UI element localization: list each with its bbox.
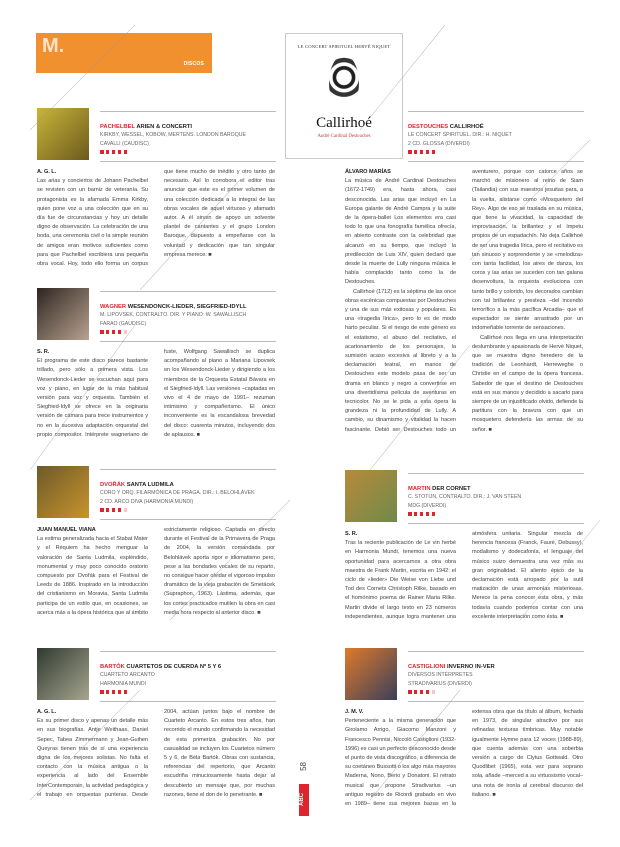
star-icon [100, 690, 104, 694]
review-header [100, 111, 276, 162]
label: FARAO (GAUDISC) [100, 320, 147, 327]
review-paragraph: Callirhoé (1712) es la séptima de las once obras escénicas compuestas por Destouches y una de sus más exitosas y populares. Es una «tragedia lírica», pero lo es de modo harto peculiar. Si el riesgo de este género es el estatismo, el abuso del recitativo, el acartonamiento de los personajes, la sumisión acaso excesiva al libreto y a la declamación teatral, en manos de Destouches este modelo pasa de ser un drama en blanco y negro a convertirse en una divertidísima película de aventuras en tecnicolor. No se le pida a esta ópera la grandeza ni la profundidad de Lully. A cambio, su dinamismo y vitalidad la hacen fascinante. Debió ser Destouches todo un aventurero, porque con catorce años se marchó de misionero al reino de Siam (Tailandia) con sus maestros jesuitas para, a la vuelta, alistarse como «Mosquetero del Rey». Algo de eso se traslada en su música, que tiene la vivacidad, la capacidad de improvisación, la brillantez y el ímpetu propios de un espadachín. No deja Callirhoé de ser una tragedia lírica, pero el recitativo es tan sinuoso y sorprendente y se «melodiza» con tanta facilidad, los aires de danza, los coros y las arias se suceden con tan galana desenvoltura, la orquesta evoluciona con tanto brillo y colorido, los decorados cambian con tal brillantez y presteza –del incendio terrorífico a la más pacífica Arcadia– que el espectador se siente arrastrado por un indomeñable torrente de sensaciones. [345, 169, 583, 433]
review-author: A. G. L. [37, 709, 57, 715]
work-title: ARIEN & CONCERTI [136, 124, 193, 130]
review-author: ÁLVARO MARÍAS [345, 169, 391, 175]
album-cover [37, 108, 89, 160]
rating-stars [100, 690, 276, 694]
review-paragraph: Las arias y conciertos de Johann Pachelbel se revisten con un barniz de veteranía. Su protagonista es la afamada Emma Kirkby, quien pone voz a una colección que en su día fue de circunstancias y hoy un detalle digno de observación. La celebración de una boda, una ceremonia civil o la simple reunión de amigos eran motivos suficientes como para que Pachelbel escribiera una pequeña obra vocal. Hoy, todo ello forma un corpus que tiene mucho de inédito y otro tanto de necesario. Así lo corrobora el editor tras anunciar que este es el primer volumen de una colección dedicada a la integral de las obras vocales de aquel virtuoso y afamado autor. A él sirven de apoyo un solvente plantel de cantantes y el grupo London Baroque, dispuesto a empeñarse con la voluntad y dedicación que tan singular empresa merece. ■ [37, 169, 275, 268]
performers: CORO Y ORQ. FILARMÓNICA DE PRAGA. DIR.: I. BELOHLÁVEK [100, 490, 255, 496]
star-icon [426, 512, 430, 516]
star-icon [124, 150, 128, 154]
performers: KIRKBY, WESSEL, KOBOW, MERTENS. LONDON BAROQUE [100, 132, 246, 138]
review-text [345, 530, 583, 622]
album-title [100, 481, 276, 489]
review-text [345, 708, 583, 809]
composer-name: BARTÓK [100, 664, 125, 670]
performers: LE CONCERT SPIRITUEL. DIR.: H. NIQUET [408, 132, 512, 138]
star-icon [106, 150, 110, 154]
review-paragraph: El programa de este disco parece bastante trillado, pero sólo a primera vista. Los Wesendonck-Lieder se escuchan aquí para voz y piano, en lugar de la más habitual versión para voz y orquesta. También el Siegfried-Idyll se ofrece en la originaria versión de cámara para trece instrumentos y no en la sucesiva adaptación orquestal del propio compositor. Intérprete wagneriano de fuste, Wolfgang Sawallisch se duplica acompañando al piano a Mariana Lipovsek en los Wesendonck-Lieder y dirigiendo a los miembros de la Orquesta Estatal Bávara en el Siegfried-Idyll. Las versiones –captadas en vivo el 4 de mayo de 1991– rezuman intimismo y compañerismo. El único inconveniente es la escandalosa brevedad del disco: cuarenta minutos, incluyendo dos de aplausos. ■ [37, 349, 275, 438]
review-paragraph: La música de André Cardinal Destouches (1672-1749) era, hasta ahora, casi desconocida. Las arias que incluyó en La Europa galante de André Campra y la suite de la ópera-ballet Los elementos era casi todo lo que una fonografía famélica ofrecía, en abierto contraste con la celebridad que alcanzó en su tiempo, que incluyó la predilección de Luis XIV, quien declaró que desde la muerte de Lully ninguna música le había complacido tanto como la de Destouches. [345, 178, 456, 286]
album-title [408, 663, 584, 671]
review-header [408, 111, 584, 162]
cover-title: Callirhoé [316, 115, 372, 131]
composer-name: DVOŘÁK [100, 482, 126, 488]
performers: M. LIPOVSEK, CONTRALTO. DIR. Y PIANO: W. SAWALLISCH [100, 312, 247, 318]
rating-stars [408, 690, 584, 694]
review-header [100, 651, 276, 702]
star-icon [100, 330, 104, 334]
star-icon [408, 512, 412, 516]
review-paragraph: Callirhoé nos llega en una interpretación deslumbrante y apasionada de Hervé Niquet, que se muestra digno heredero de la tradición de Leonhardt, Herreweghe o Christie en el campo de la ópera francesa. Sabedor de que el destino de Destouches está en sus manos y decidido a sacarlo para siempre de un injustificado olvido, defiende la partitura con la bravura con que un mosquetero defendería las armas de su señor. ■ [472, 334, 583, 433]
section-letter: M. [42, 35, 65, 57]
star-icon [112, 150, 116, 154]
work-title: CALLIRHOÉ [449, 124, 484, 130]
album-title [408, 485, 584, 493]
section-label: DISCOS [183, 61, 204, 67]
cover-composer: André Cardinal Destouches [317, 134, 371, 139]
composer-name: MARTIN [408, 486, 431, 492]
abc-logo: ABC [299, 784, 309, 816]
performers: DIVERSOS INTÉRPRETES [408, 672, 473, 678]
rating-stars [100, 508, 276, 512]
work-title: WESENDONCK-LIEDER, SIEGFRIED-IDYLL [127, 304, 247, 310]
star-icon [106, 330, 110, 334]
review-paragraph: Tras la reciente publicación de Le vin herbé en Harmonia Mundi, tenemos una nueva oportunidad para acercarnos a otra obra maestra de Frank Martin, escrita en 1942: el ciclo de «lieder» Die Weise von Liebe und Tod des Cornets Christoph Rilke, basado en el homónimo poema de Rainer Maria Rilke. Martin divide el largo texto en 23 números independientes, aunque logra mantener una atmósfera unitaria. Singular mezcla de herencia francesa (Franck, Fauré, Debussy), modalismo y dodecafonía, el lenguaje del músico suizo demuestra una vez más su gran originalidad. El aliento épico de la declamación está arropado por la sutil matización de unas armonías misteriosas. Merece la pena conocer esta obra, y más todavía cuando podemos contar con una excelente interpretación como ésta. ■ [345, 531, 583, 620]
star-icon [118, 690, 122, 694]
album-title [100, 303, 276, 311]
album-cover [345, 470, 397, 522]
album-title [100, 663, 276, 671]
star-icon [118, 330, 122, 334]
album-title [408, 123, 584, 131]
review-text [37, 348, 275, 440]
review-author: A. G. L. [37, 169, 57, 175]
composer-name: CASTIGLIONI [408, 664, 446, 670]
star-icon [408, 150, 412, 154]
star-icon [432, 150, 436, 154]
label: 2 CD. GLOSSA (DIVERDI) [408, 140, 470, 147]
work-title: INVERNO IN-VER [446, 664, 495, 670]
review-text [345, 168, 583, 435]
star-icon [420, 150, 424, 154]
performers: CUARTETO ARCANTO [100, 672, 155, 678]
star-icon [106, 690, 110, 694]
star-icon [432, 512, 436, 516]
star-icon [414, 512, 418, 516]
review-header [408, 651, 584, 702]
label: HARMONIA MUNDI [100, 680, 147, 687]
star-icon [414, 690, 418, 694]
ornament-icon [329, 55, 359, 111]
page-number-text: 58 [299, 762, 308, 771]
review-text [37, 168, 275, 269]
album-cover [345, 648, 397, 700]
review-author: S. R. [345, 531, 358, 537]
star-icon [420, 690, 424, 694]
label: MDG (DIVERDI) [408, 502, 447, 509]
star-icon [118, 508, 122, 512]
page-number [297, 760, 311, 816]
label: STRADIVARIUS (DIVERDI) [408, 680, 472, 687]
rating-stars [100, 330, 276, 334]
star-icon [112, 690, 116, 694]
review-author: JUAN MANUEL VIANA [37, 527, 96, 533]
review-header [100, 469, 276, 520]
star-icon [112, 330, 116, 334]
composer-name: PACHELBEL [100, 124, 135, 130]
cover-ensemble: LE CONCERT SPIRITUEL HERVÉ NIQUET [297, 44, 391, 49]
star-icon [124, 330, 128, 334]
album-cover [37, 288, 89, 340]
star-icon [124, 690, 128, 694]
review-author: S. R. [37, 349, 50, 355]
star-icon [106, 508, 110, 512]
section-banner [36, 33, 212, 73]
star-icon [124, 508, 128, 512]
review-paragraph: Es su primer disco y apenas un detalle más en sus biografías. Antje Weithaas, Daniel Sepec, Tabea Zimmermann y Jean-Guihen Queyras tienen tras de sí una experiencia digna de los mejores solistas. No falta el contacto con la música antigua o la experiencia al lado del Ensemble InterContemporain, la actividad pedagógica y el trabajo en orquestas punteras. Desde 2004, actúan juntos bajo el nombre de Cuarteto Arcanto. En estos tres años, han recorrido el mundo confirmando la necesidad de esta primeriza grabación. No por casualidad se incluyen los Cuartetos número 5 y 6, de Béla Bartók. Obras con sustancia, referencias del repertorio, que Arcanto escudriña minuciosamente hasta dejar al descubierto un mensaje que, por muchas razones, tiene el don de lo penetrante. ■ [37, 709, 275, 798]
composer-name: DESTOUCHES [408, 124, 449, 130]
review-paragraph: Perteneciente a la misma generación que Girolamo Arrigo, Giacomo Manzoni y Francesco Pennisi, Niccolò Castiglioni (1932-1996) es casi un perfecto desconocido desde el punto de vista discográfico, a diferencia de su coetáneo Bussotti o los algo más mayores Maderna, Nono, Berio y Donatoni. El retrato musical que propone Stradivarius –un antiguo registro de Ricordi grabado en vivo en 1989– tiene sus mejores bazas en la extensa obra que da título al álbum, fechada en 1973, de singular atractivo por sus refinadas texturas tímbricas. Muy notable igualmente Hymne para 12 voces (1988-89), que cuenta además con una soberbia versión a cargo de Clytus Gottwald. Otro Quodlibet (1965), esta vez para soprano sola, añade –merced a su virtuosismo vocal– una nota de ironía al cerebral discurso del italiano. ■ [345, 709, 583, 808]
review-header [100, 291, 276, 342]
review-author: J. M. V. [345, 709, 364, 715]
work-title: CUARTETOS DE CUERDA Nº 5 Y 6 [126, 664, 222, 670]
review-text [37, 526, 275, 618]
star-icon [100, 150, 104, 154]
review-text [37, 708, 275, 800]
star-icon [426, 690, 430, 694]
review-header [408, 473, 584, 524]
star-icon [420, 512, 424, 516]
review-paragraph: La estima generalizada hacia el Stabat Mater y el Réquiem ha hecho menguar la valoración de Santa Ludmila, espléndido, monumental y muy poco conocido oratorio compuesto por Dvořák para el Festival de Leeds de 1886. Inspirado en la introducción del cristianismo en Moravia, Santa Ludmila participa de un estilo que, en ocasiones, se acerca más a la ópera histórica que al ámbito estrictamente religioso. Captada en directo durante el Festival de la Primavera de Praga de 2004, la versión comandada por Belohlávek aporta rigor e idiomatismo pero, pese a las bondades vocales de su reparto, no consigue hacer olvidar el vigoroso impulso dramático de la vieja grabación de Smetácek (Supraphon, 1963). Lástima, además, que los cortes practicados mutilen la obra en casi media hora respecto al anterior disco. ■ [37, 527, 275, 616]
callirhoe-cover [285, 33, 403, 159]
work-title: SANTA LUDMILA [126, 482, 174, 488]
performers: C. STOTIJN, CONTRALTO. DIR.: J. VAN STEEN [408, 494, 522, 500]
rating-stars [100, 150, 276, 154]
album-cover [37, 648, 89, 700]
rating-stars [408, 512, 584, 516]
label: 2 CD. ARCO DIVA (HARMONIA MUNDI) [100, 498, 194, 505]
star-icon [408, 690, 412, 694]
rating-stars [408, 150, 584, 154]
album-title [100, 123, 276, 131]
star-icon [414, 150, 418, 154]
composer-name: WAGNER [100, 304, 127, 310]
star-icon [100, 508, 104, 512]
album-cover [37, 466, 89, 518]
star-icon [426, 150, 430, 154]
star-icon [118, 150, 122, 154]
label: CAVALLI (CAUDISC) [100, 140, 149, 147]
star-icon [112, 508, 116, 512]
work-title: DER CORNET [432, 486, 471, 492]
star-icon [432, 690, 436, 694]
